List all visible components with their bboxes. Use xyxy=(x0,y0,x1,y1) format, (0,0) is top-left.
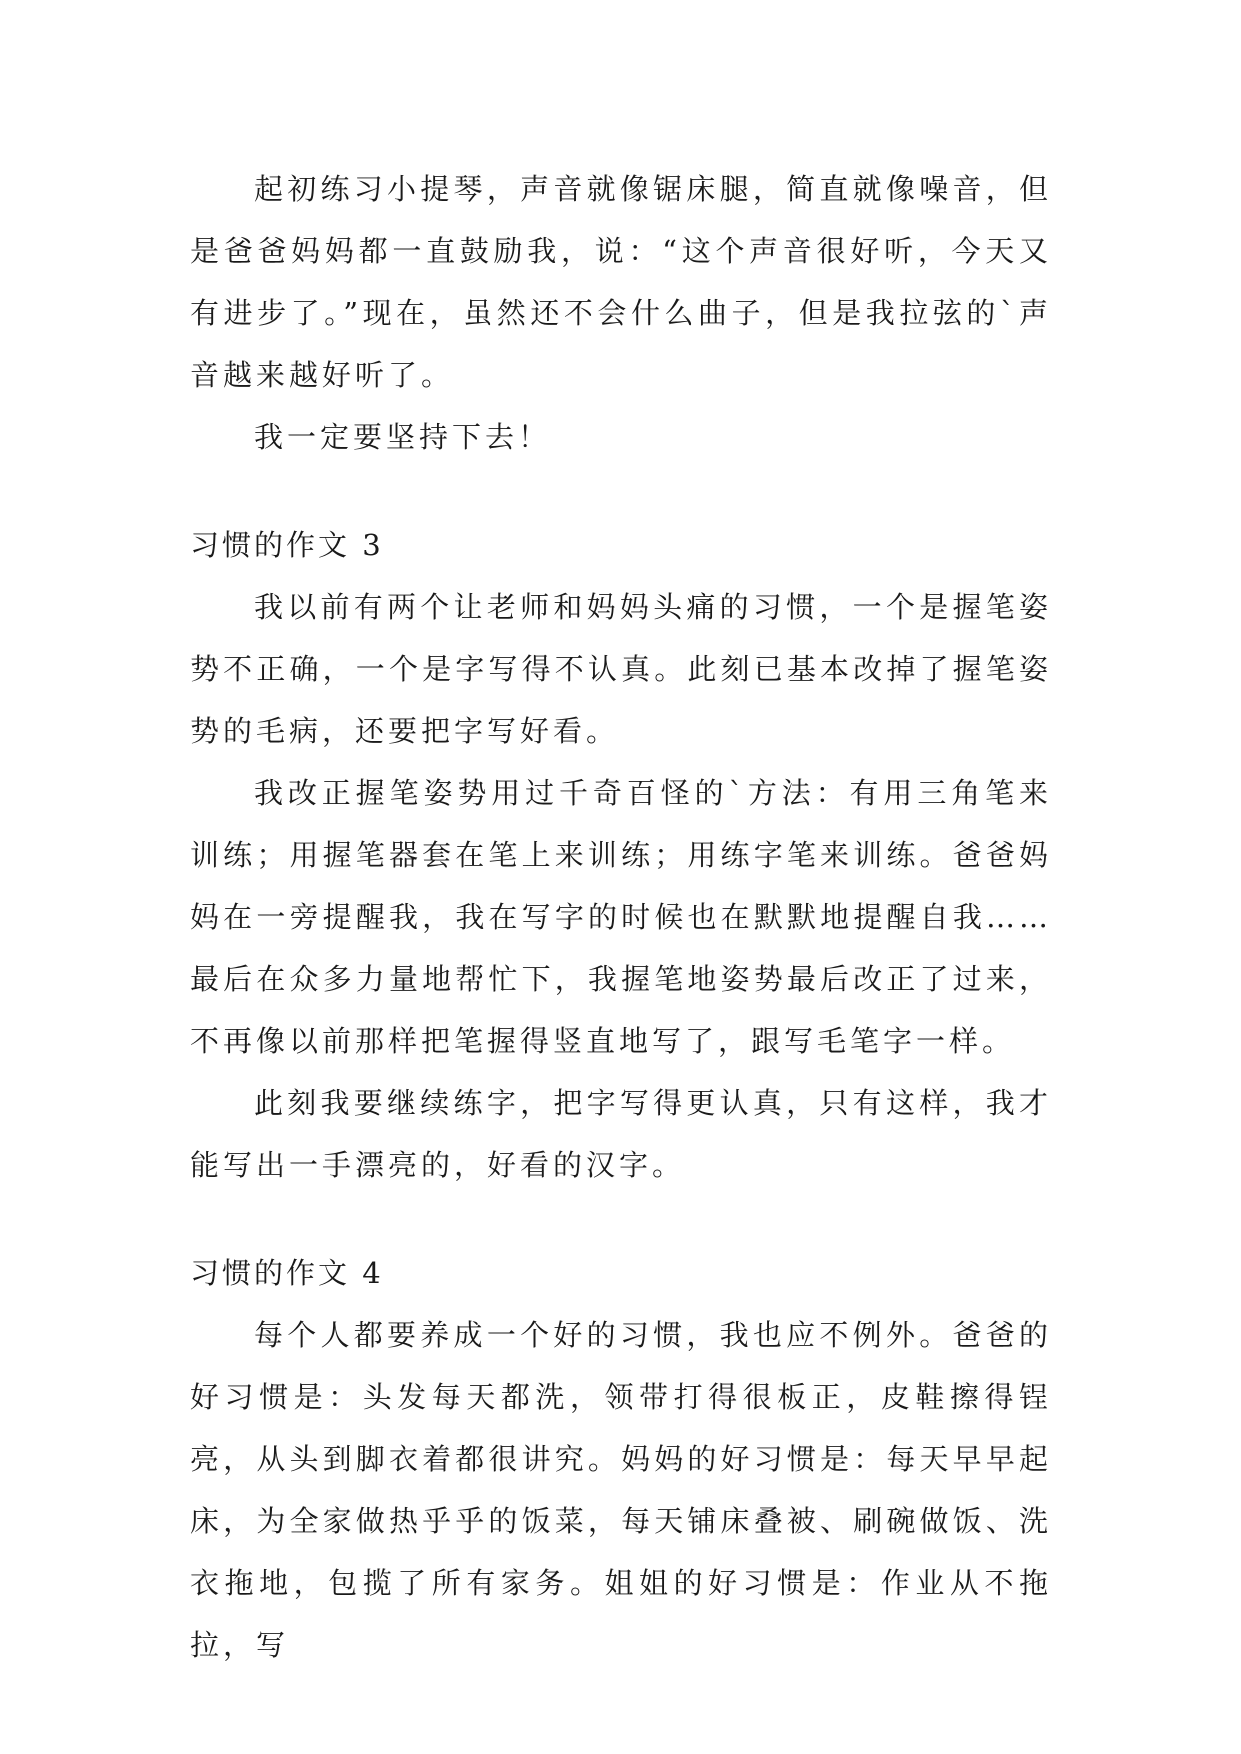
section-heading: 习惯的作文 4 xyxy=(190,1256,384,1290)
paragraph: 起初练习小提琴，声音就像锯床腿，简直就像噪音，但是爸爸妈妈都一直鼓励我，说：“这个声音很好听，今天又有进步了。”现在，虽然还不会什么曲子，但是我拉弦的`声音越来越好听了。 xyxy=(190,172,1052,392)
paragraph: 我改正握笔姿势用过千奇百怪的`方法：有用三角笔来训练；用握笔器套在笔上来训练；用练字笔来训练。爸爸妈妈在一旁提醒我，我在写字的时候也在默默地提醒自我……最后在众多力量地帮忙下，我握笔地姿势最后改正了过来，不再像以前那样把笔握得竖直地写了，跟写毛笔字一样。 xyxy=(190,776,1052,1058)
paragraph: 我以前有两个让老师和妈妈头痛的习惯，一个是握笔姿势不正确，一个是字写得不认真。此刻已基本改掉了握笔姿势的毛病，还要把字写好看。 xyxy=(190,590,1052,748)
paragraph: 此刻我要继续练字，把字写得更认真，只有这样，我才能写出一手漂亮的，好看的汉字。 xyxy=(190,1086,1052,1182)
paragraph: 每个人都要养成一个好的习惯，我也应不例外。爸爸的好习惯是：头发每天都洗，领带打得很板正，皮鞋擦得锃亮，从头到脚衣着都很讲究。妈妈的好习惯是：每天早早起床，为全家做热乎乎的饭菜，每天铺床叠被、刷碗做饭、洗衣拖地，包揽了所有家务。姐姐的好习惯是：作业从不拖拉，写 xyxy=(190,1318,1052,1662)
paragraph: 我一定要坚持下去！ xyxy=(254,420,552,454)
section-heading: 习惯的作文 3 xyxy=(190,528,384,562)
document-body xyxy=(190,158,1052,1676)
